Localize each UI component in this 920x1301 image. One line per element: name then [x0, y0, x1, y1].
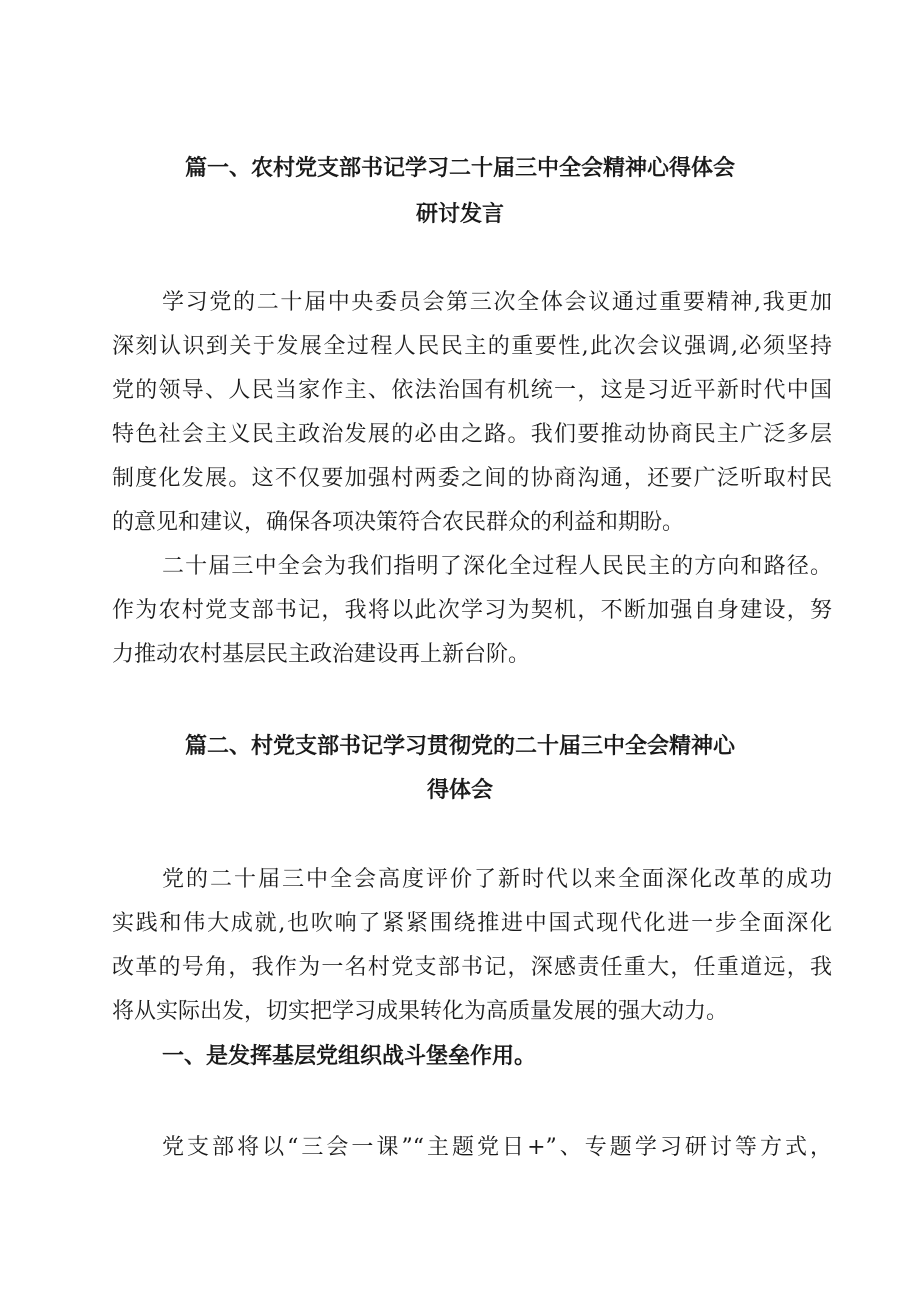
article2-para2-line1: 党支部将以“三会一课”“主题党日+”、专题学习研讨等方式，: [162, 1135, 832, 1160]
article1-para1-line5: 制度化发展。这不仅要加强村两委之间的协商沟通，还要广泛听取村民: [112, 466, 832, 491]
article2-para1-line4: 将从实际出发，切实把学习成果转化为高质量发展的强大动力。: [112, 999, 729, 1024]
article2-para1-line1: 党的二十届三中全会高度评价了新时代以来全面深化改革的成功: [162, 867, 832, 892]
article1-para1-line3: 党的领导、人民当家作主、依法治国有机统一，这是习近平新时代中国: [112, 378, 832, 403]
article2-title-line1: 篇二、村党支部书记学习贯彻党的二十届三中全会精神心: [184, 733, 735, 759]
article2-para1-line3: 改革的号角，我作为一名村党支部书记，深感责任重大，任重道远，我: [112, 955, 832, 980]
article1-para2-line3: 力推动农村基层民主政治建设再上新台阶。: [112, 642, 531, 667]
article1-para2-line1: 二十届三中全会为我们指明了深化全过程人民民主的方向和路径。: [162, 554, 832, 579]
article1-para1-line4: 特色社会主义民主政治发展的必由之路。我们要推动协商民主广泛多层: [112, 422, 832, 447]
article1-title-line1: 篇一、农村党支部书记学习二十届三中全会精神心得体会: [184, 155, 735, 181]
article1-title-line2: 研讨发言: [415, 201, 504, 227]
article1-para1-line1: 学习党的二十届中央委员会第三次全体会议通过重要精神,我更加: [162, 290, 832, 315]
article2-title-line2: 得体会: [426, 777, 493, 803]
article2-para1-line2: 实践和伟大成就,也吹响了紧紧围绕推进中国式现代化进一步全面深化: [112, 911, 832, 936]
article1-para2-line2: 作为农村党支部书记，我将以此次学习为契机，不断加强自身建设，努: [112, 598, 832, 623]
article1-para1-line2: 深刻认识到关于发展全过程人民民主的重要性,此次会议强调,必须坚持: [112, 334, 832, 359]
article2-section-heading: 一、是发挥基层党组织战斗堡垒作用。: [162, 1043, 537, 1069]
article1-para1-line6: 的意见和建议，确保各项决策符合农民群众的利益和期盼。: [112, 510, 685, 535]
